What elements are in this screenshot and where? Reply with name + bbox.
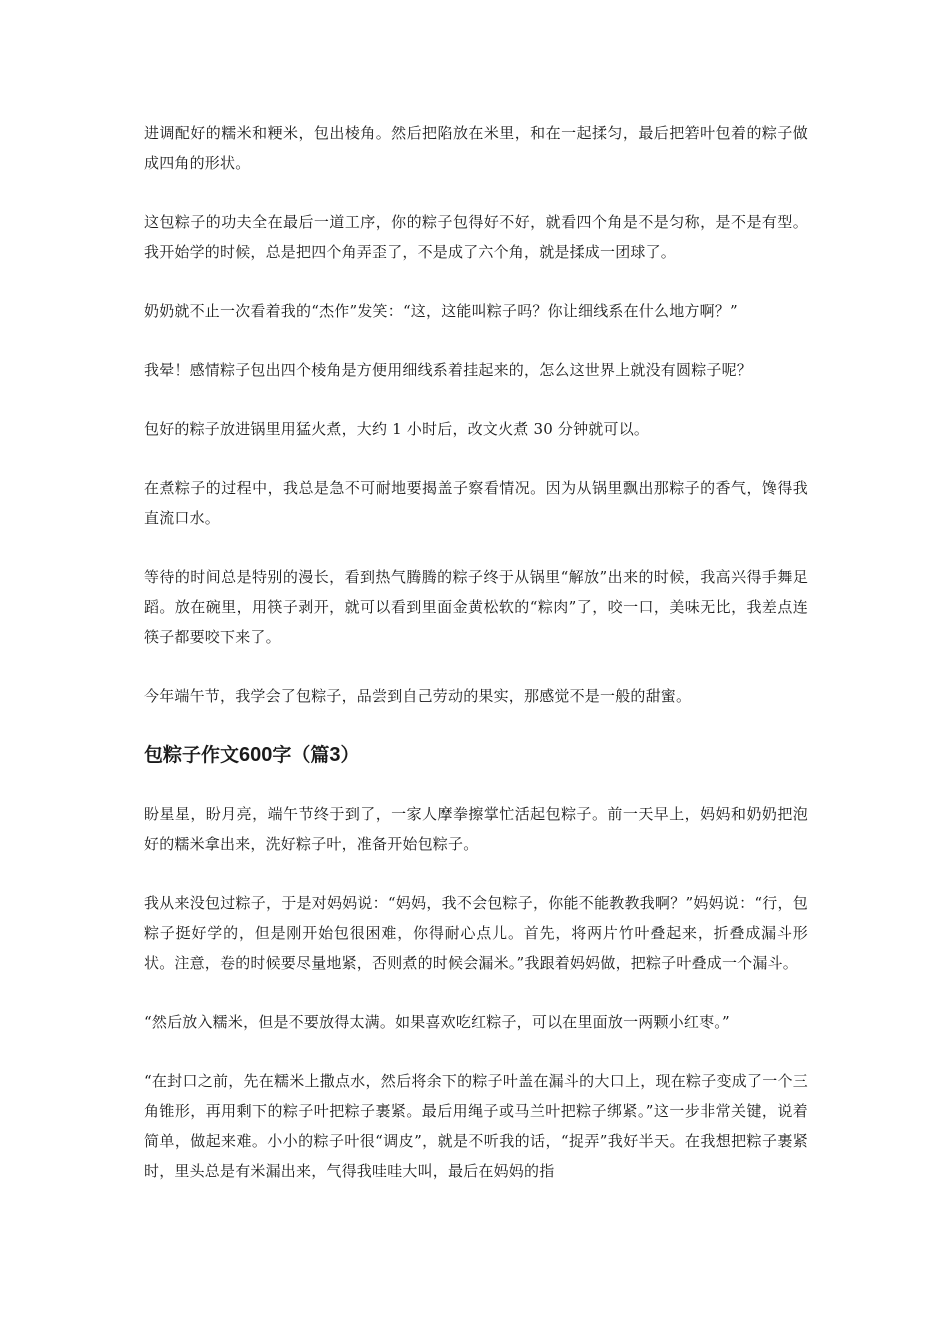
paragraph-rice-filling: 进调配好的糯米和粳米，包出棱角。然后把陷放在米里，和在一起揉匀，最后把箬叶包着的粽子做成四角的形状。 [144, 124, 808, 172]
heading-middle: 字（篇 [272, 744, 330, 766]
document-page [144, 118, 808, 1186]
paragraph-peeking: 在煮粽子的过程中，我总是急不可耐地要揭盖子察看情况。因为从锅里飘出那粽子的香气，馋得我直流口水。 [144, 479, 808, 527]
section-heading [144, 740, 808, 770]
paragraph-grandma-laughs: 奶奶就不止一次看着我的“杰作”发笑：“这，这能叫粽子吗？你让细线系在什么地方啊？” [144, 302, 738, 320]
paragraph-final-step: 这包粽子的功夫全在最后一道工序，你的粽子包得好不好，就看四个角是不是匀称，是不是有型。我开始学的时候，总是把四个角弄歪了，不是成了六个角，就是揉成一团球了。 [144, 213, 808, 261]
heading-index: 3 [329, 744, 341, 766]
paragraph-adding-rice: “然后放入糯米，但是不要放得太满。如果喜欢吃红粽子，可以在里面放一两颗小红枣。” [144, 1013, 730, 1031]
heading-suffix: ） [340, 744, 360, 766]
paragraph-round-zongzi: 我晕！感情粽子包出四个棱角是方便用细线系着挂起来的，怎么这世界上就没有圆粽子呢？ [144, 361, 753, 379]
paragraph-boiling: 包好的粽子放进锅里用猛火煮，大约 1 小时后，改文火煮 30 分钟就可以。 [144, 420, 650, 438]
paragraph-festival-morning: 盼星星，盼月亮，端午节终于到了，一家人摩拳擦掌忙活起包粽子。前一天早上，妈妈和奶奶把泡好的糯米拿出来，洗好粽子叶，准备开始包粽子。 [144, 805, 808, 853]
paragraph-conclusion: 今年端午节，我学会了包粽子，品尝到自己劳动的果实，那感觉不是一般的甜蜜。 [144, 687, 692, 705]
heading-number: 600 [239, 744, 273, 766]
paragraph-waiting: 等待的时间总是特别的漫长，看到热气腾腾的粽子终于从锅里“解放”出来的时候，我高兴得手舞足蹈。放在碗里，用筷子剥开，就可以看到里面金黄松软的“粽肉”了，咬一口，美味无比，我差点连筷子都要咬下来了。 [144, 568, 808, 646]
heading-prefix: 包粽子作文 [144, 744, 240, 766]
paragraph-asking-mom: 我从来没包过粽子，于是对妈妈说：“妈妈，我不会包粽子，你能不能教教我啊？”妈妈说：“行，包粽子挺好学的，但是刚开始包很困难，你得耐心点儿。首先，将两片竹叶叠起来，折叠成漏斗形状。注意，卷的时候要尽量地紧，否则煮的时候会漏米。”我跟着妈妈做，把粽子叶叠成一个漏斗。 [144, 894, 808, 972]
paragraph-sealing: “在封口之前，先在糯米上撒点水，然后将余下的粽子叶盖在漏斗的大口上，现在粽子变成了一个三角锥形，再用剩下的粽子叶把粽子裹紧。最后用绳子或马兰叶把粽子绑紧。”这一步非常关键，说着简单，做起来难。小小的粽子叶很“调皮”，就是不听我的话，“捉弄”我好半天。在我想把粽子裹紧时，里头总是有米漏出来，气得我哇哇大叫，最后在妈妈的指 [144, 1072, 808, 1180]
